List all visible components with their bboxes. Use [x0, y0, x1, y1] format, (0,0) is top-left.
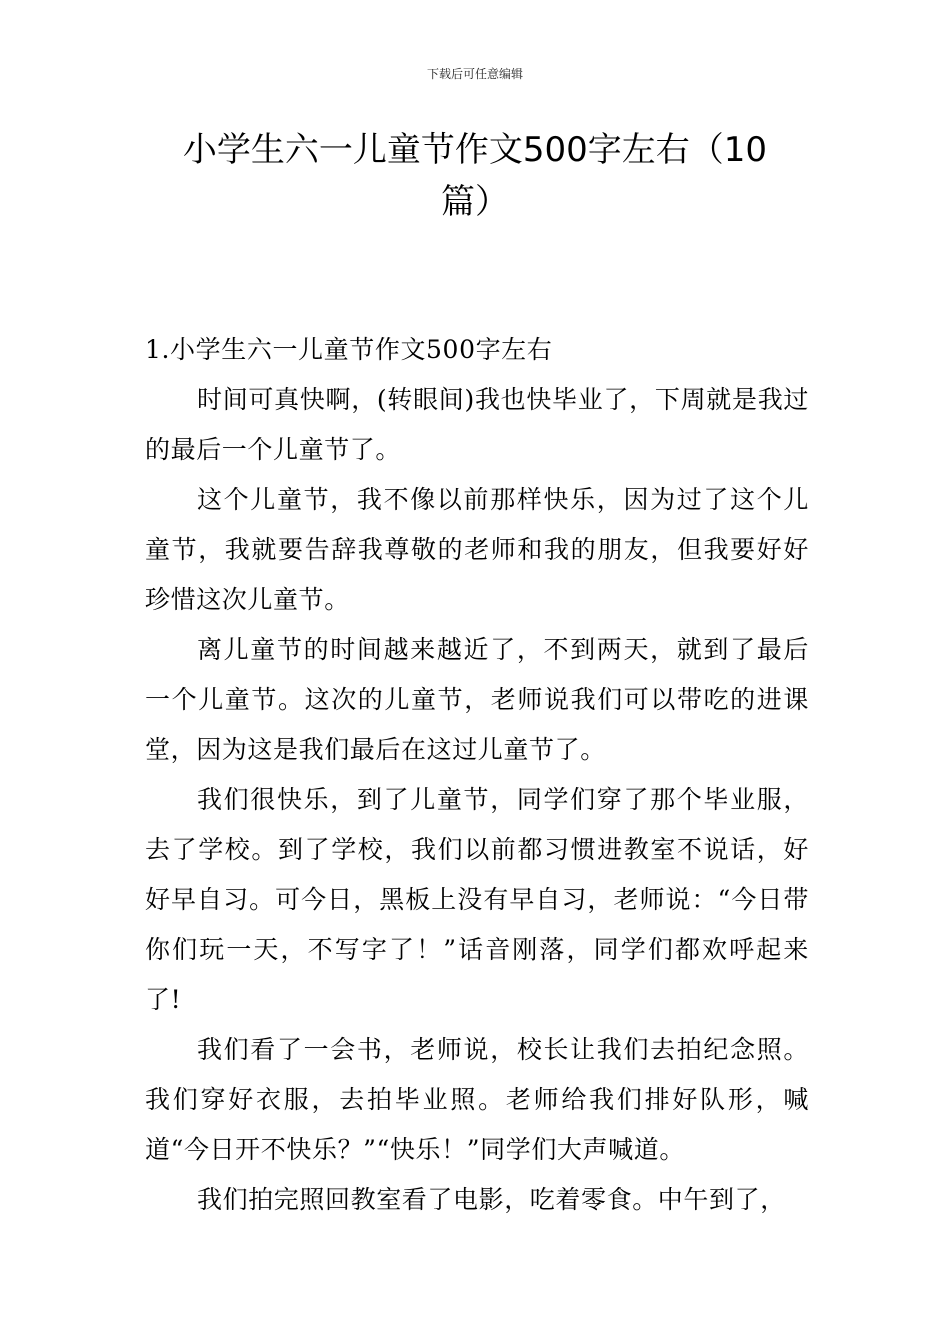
paragraph: 我们看了一会书，老师说，校长让我们去拍纪念照。我们穿好衣服，去拍毕业照。老师给我们排好队形，喊道“今日开不快乐？”“快乐！”同学们大声喊道。	[145, 1035, 809, 1164]
page-title: 小学生六一儿童节作文500字左右（10篇）	[182, 130, 768, 222]
paragraph: 我们很快乐，到了儿童节，同学们穿了那个毕业服，去了学校。到了学校，我们以前都习惯进教室不说话，好好早自习。可今日，黑板上没有早自习，老师说：“今日带你们玩一天，不写字了！”话音刚落，同学们都欢呼起来了!	[145, 785, 809, 1014]
paragraph: 这个儿童节，我不像以前那样快乐，因为过了这个儿童节，我就要告辞我尊敬的老师和我的朋友，但我要好好珍惜这次儿童节。	[145, 485, 809, 614]
paragraph: 我们拍完照回教室看了电影，吃着零食。中午到了，	[197, 1185, 786, 1214]
paragraph: 时间可真快啊，(转眼间)我也快毕业了，下周就是我过的最后一个儿童节了。	[145, 385, 809, 464]
paragraph: 离儿童节的时间越来越近了，不到两天，就到了最后一个儿童节。这次的儿童节，老师说我们可以带吃的进课堂，因为这是我们最后在这过儿童节了。	[145, 635, 809, 764]
document-body	[145, 325, 809, 1225]
section-heading: 1.小学生六一儿童节作文500字左右	[145, 335, 553, 364]
header-note: 下载后可任意编辑	[426, 67, 523, 81]
